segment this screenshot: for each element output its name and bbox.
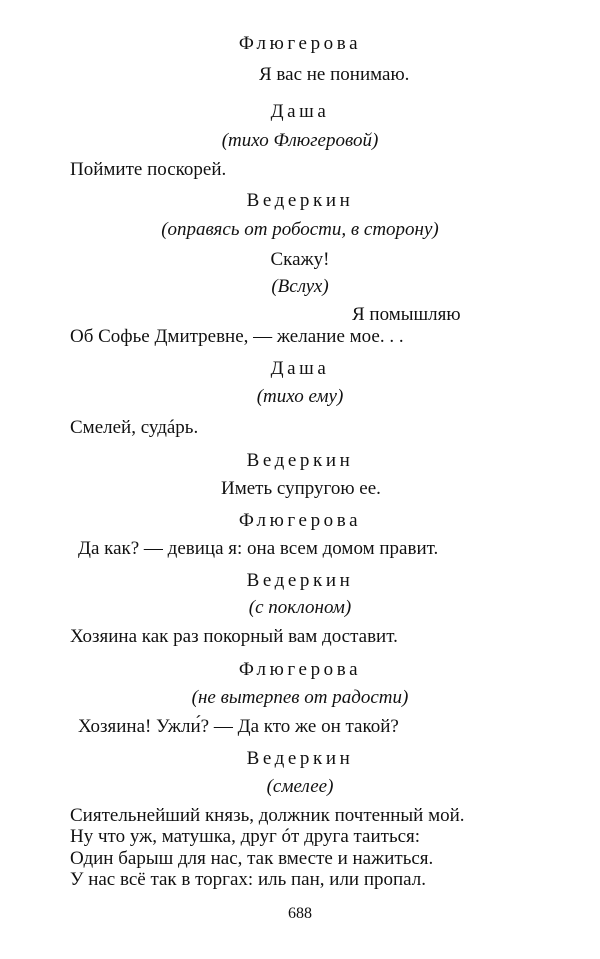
speech-line: Сиятельнейший князь, должник почтенный мой. [70,805,465,826]
speech-line: У нас всё так в торгах: иль пан, или пропал. [70,869,427,890]
page-number: 688 [288,905,312,922]
stage-direction: (Вслух) [271,276,329,297]
speech-line: Смелей, судáрь. [70,417,199,438]
speech-line: Да как? — девица я: она всем домом правит. [78,538,439,559]
speech-line: Один барыш для нас, так вместе и нажиться. [70,848,434,869]
speech-line: Об Софье Дмитревне, — желание мое. . . [70,326,404,347]
speaker-name: Даша [270,101,330,122]
stage-direction: (тихо Флюгеровой) [221,130,379,151]
stage-direction: (оправясь от робости, в сторону) [161,219,439,240]
speech-line: Хозяина как раз покорный вам доставит. [70,626,398,647]
speaker-name: Ведеркин [246,748,354,769]
speech-line: Иметь супругою ее. [221,478,381,499]
speech-line: Скажу! [270,249,330,270]
stage-direction: (смелее) [266,776,334,797]
speech-line: Поймите поскорей. [70,159,227,180]
stage-direction: (не вытерпев от радости) [191,687,409,708]
speaker-name: Ведеркин [246,190,354,211]
speaker-name: Ведеркин [246,450,354,471]
speech-line: Хозяина! Ужли́? — Да кто же он такой? [78,716,399,737]
stage-direction: (с поклоном) [248,597,352,618]
speaker-name: Ведеркин [246,570,354,591]
speech-line: Я помышляю [352,304,461,325]
speaker-name: Флюгерова [238,510,362,531]
speech-line: Я вас не понимаю. [259,64,410,85]
speech-line: Ну что уж, матушка, друг óт друга таиться: [70,826,421,847]
speaker-name: Флюгерова [238,33,362,54]
speaker-name: Флюгерова [238,659,362,680]
speaker-name: Даша [270,358,330,379]
stage-direction: (тихо ему) [256,386,344,407]
